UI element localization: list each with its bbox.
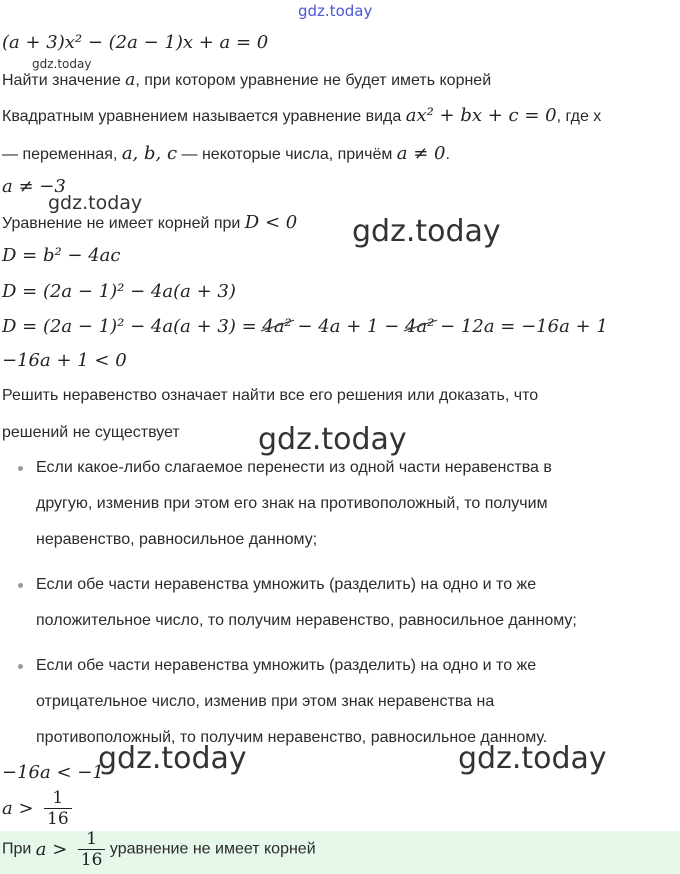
answer-math: a > (35, 839, 68, 860)
answer-fraction (78, 829, 106, 870)
definition-text: — переменная, (2, 146, 122, 163)
definition-formula: ax² + bx + c = 0 (405, 105, 557, 126)
rule-2-line-2: положительное число, то получим неравенство, равносильное данному; (36, 612, 577, 629)
definition-condition: a ≠ 0 (396, 143, 446, 164)
watermark-large: gdz.today (98, 741, 247, 776)
rule-3-line-3: противоположный, то получим неравенство, равносильное данному. (36, 729, 548, 746)
definition-line-2 (2, 143, 450, 164)
task-suffix: , при котором уравнение не будет иметь корней (135, 72, 492, 89)
watermark-large: gdz.today (258, 422, 407, 457)
discriminant-formula: D = b² − 4ac (2, 245, 121, 266)
definition-text: — некоторые числа, причём (177, 146, 397, 163)
fraction-numerator: 1 (52, 788, 64, 808)
definition-line-1 (2, 105, 601, 126)
discriminant-step-1: D = (2a − 1)² − 4a(a + 3) (2, 281, 236, 302)
no-roots-text: Уравнение не имеет корней при (2, 215, 245, 232)
task-var: a (125, 70, 136, 90)
watermark-large: gdz.today (458, 741, 607, 776)
answer-line (2, 829, 316, 870)
answer-box (0, 831, 680, 874)
solve-rule-line-1: Решить неравенство означает найти все его решения или доказать, что (2, 387, 539, 404)
discriminant-part: − 4a + 1 − (291, 316, 405, 337)
watermark-small: gdz.today (32, 57, 92, 71)
main-equation: (a + 3)x² − (2a − 1)x + a = 0 (2, 32, 269, 53)
watermark-medium: gdz.today (48, 192, 143, 214)
rule-3-line-1: Если обе части неравенства умножить (разделить) на одно и то же (36, 657, 537, 674)
fraction-denominator: 16 (78, 849, 106, 870)
definition-vars: a, b, c (121, 143, 178, 164)
definition-text: Квадратным уравнением называется уравнение вида (2, 108, 406, 125)
cancelled-term: 4a² (405, 316, 435, 337)
bullet-dot (18, 583, 23, 588)
rule-1-line-1: Если какое-либо слагаемое перенести из одной части неравенства в (36, 459, 552, 476)
rule-1-line-2: другую, изменив при этом его знак на противоположный, то получим (36, 495, 548, 512)
cancelled-term: 4a² (262, 316, 292, 337)
rule-1-line-3: неравенство, равносильное данному; (36, 531, 318, 548)
inequality: −16a + 1 < 0 (2, 350, 127, 371)
fraction-denominator: 16 (44, 808, 72, 829)
result-fraction (44, 788, 72, 829)
bullet-dot (18, 664, 23, 669)
task-line (2, 70, 491, 90)
step-inequality: −16a < −1 (2, 762, 104, 783)
rule-3-line-2: отрицательное число, изменив при этом знак неравенства на (36, 693, 495, 710)
result-left: a > (2, 798, 34, 819)
watermark-top: gdz.today (298, 2, 373, 20)
result (2, 788, 72, 829)
discriminant-part: D = (2a − 1)² − 4a(a + 3) = (2, 316, 263, 337)
no-roots-line (2, 212, 297, 233)
no-roots-math: D < 0 (244, 212, 298, 233)
bullet-dot (18, 466, 23, 471)
discriminant-part: − 12a = −16a + 1 (434, 316, 608, 337)
discriminant-step-2 (2, 316, 608, 337)
watermark-large: gdz.today (352, 214, 501, 249)
definition-end: . (445, 146, 450, 163)
answer-prefix: При (2, 840, 36, 858)
fraction-numerator: 1 (86, 829, 98, 849)
definition-end: , где x (556, 108, 602, 125)
answer-suffix: уравнение не имеет корней (105, 840, 316, 858)
task-prefix: Найти значение (2, 72, 126, 89)
solve-rule-line-2: решений не существует (2, 424, 180, 441)
rule-2-line-1: Если обе части неравенства умножить (разделить) на одно и то же (36, 576, 537, 593)
condition: a ≠ −3 (2, 176, 66, 197)
